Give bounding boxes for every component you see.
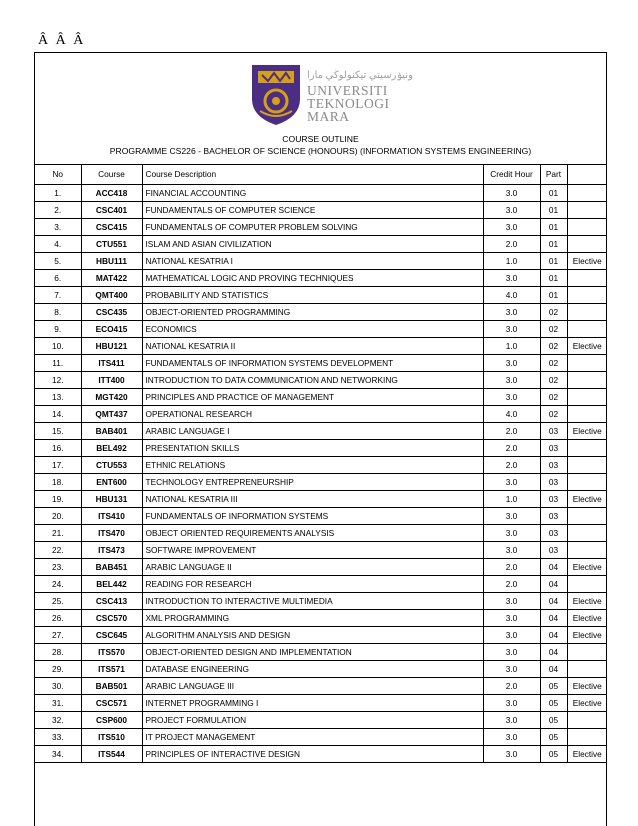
credit-hour: 3.0	[483, 201, 540, 218]
course-description: SOFTWARE IMPROVEMENT	[142, 541, 483, 558]
university-line-1: UNIVERSITI	[307, 83, 388, 98]
course-description: INTRODUCTION TO INTERACTIVE MULTIMEDIA	[142, 592, 483, 609]
course-code: HBU111	[81, 252, 142, 269]
credit-hour: 3.0	[483, 524, 540, 541]
row-number: 13.	[35, 388, 81, 405]
credit-hour: 3.0	[483, 303, 540, 320]
part-number: 01	[540, 286, 567, 303]
row-number: 23.	[35, 558, 81, 575]
elective-note	[567, 320, 607, 337]
course-code: ITS411	[81, 354, 142, 371]
table-row	[35, 303, 607, 320]
row-number: 2.	[35, 201, 81, 218]
course-description: DATABASE ENGINEERING	[142, 660, 483, 677]
elective-note	[567, 201, 607, 218]
table-row	[35, 643, 607, 660]
part-number: 03	[540, 524, 567, 541]
course-code: ITS473	[81, 541, 142, 558]
elective-note	[567, 507, 607, 524]
col-header-part: Part	[540, 165, 567, 184]
elective-note: Elective	[567, 677, 607, 694]
row-number: 16.	[35, 439, 81, 456]
row-number: 11.	[35, 354, 81, 371]
elective-note: Elective	[567, 745, 607, 762]
table-row	[35, 541, 607, 558]
course-description: INTERNET PROGRAMMING I	[142, 694, 483, 711]
course-description: NATIONAL KESATRIA I	[142, 252, 483, 269]
course-code: BEL492	[81, 439, 142, 456]
course-code: CTU553	[81, 456, 142, 473]
row-number: 30.	[35, 677, 81, 694]
credit-hour: 3.0	[483, 371, 540, 388]
row-number: 20.	[35, 507, 81, 524]
credit-hour: 2.0	[483, 456, 540, 473]
table-row	[35, 745, 607, 762]
elective-note: Elective	[567, 337, 607, 354]
part-number: 02	[540, 371, 567, 388]
course-code: CSC401	[81, 201, 142, 218]
credit-hour: 3.0	[483, 626, 540, 643]
course-description: PRINCIPLES AND PRACTICE OF MANAGEMENT	[142, 388, 483, 405]
course-description: IT PROJECT MANAGEMENT	[142, 728, 483, 745]
course-code: ITS470	[81, 524, 142, 541]
course-code: CSC413	[81, 592, 142, 609]
stray-encoding-text: Â Â Â	[38, 33, 86, 48]
credit-hour: 2.0	[483, 235, 540, 252]
course-description: NATIONAL KESATRIA III	[142, 490, 483, 507]
uitm-crest-icon	[248, 63, 304, 127]
course-description: ISLAM AND ASIAN CIVILIZATION	[142, 235, 483, 252]
part-number: 05	[540, 728, 567, 745]
table-row	[35, 337, 607, 354]
row-number: 5.	[35, 252, 81, 269]
course-code: ITS570	[81, 643, 142, 660]
table-row	[35, 184, 607, 201]
course-code: QMT400	[81, 286, 142, 303]
row-number: 19.	[35, 490, 81, 507]
elective-note	[567, 388, 607, 405]
course-code: ITS410	[81, 507, 142, 524]
elective-note: Elective	[567, 694, 607, 711]
part-number: 05	[540, 711, 567, 728]
course-code: ITT400	[81, 371, 142, 388]
row-number: 33.	[35, 728, 81, 745]
elective-note: Elective	[567, 592, 607, 609]
elective-note	[567, 473, 607, 490]
table-row	[35, 269, 607, 286]
credit-hour: 3.0	[483, 320, 540, 337]
col-header-note	[567, 165, 607, 184]
row-number: 29.	[35, 660, 81, 677]
course-description: OPERATIONAL RESEARCH	[142, 405, 483, 422]
table-row	[35, 371, 607, 388]
university-line-3: MARA	[307, 109, 350, 124]
row-number: 10.	[35, 337, 81, 354]
table-row	[35, 592, 607, 609]
course-description: XML PROGRAMMING	[142, 609, 483, 626]
table-row	[35, 558, 607, 575]
row-number: 27.	[35, 626, 81, 643]
course-description: FINANCIAL ACCOUNTING	[142, 184, 483, 201]
col-header-no: No	[35, 165, 81, 184]
elective-note	[567, 235, 607, 252]
row-number: 34.	[35, 745, 81, 762]
elective-note	[567, 371, 607, 388]
university-line-2: TEKNOLOGI	[307, 96, 390, 111]
part-number: 02	[540, 354, 567, 371]
part-number: 01	[540, 218, 567, 235]
row-number: 14.	[35, 405, 81, 422]
elective-note: Elective	[567, 626, 607, 643]
table-row	[35, 422, 607, 439]
course-description: PROBABILITY AND STATISTICS	[142, 286, 483, 303]
table-row	[35, 728, 607, 745]
credit-hour: 3.0	[483, 388, 540, 405]
elective-note	[567, 541, 607, 558]
table-header-row	[35, 165, 607, 184]
part-number: 03	[540, 473, 567, 490]
credit-hour: 4.0	[483, 405, 540, 422]
credit-hour: 2.0	[483, 677, 540, 694]
table-row	[35, 456, 607, 473]
part-number: 04	[540, 643, 567, 660]
course-code: BEL442	[81, 575, 142, 592]
course-description: PRESENTATION SKILLS	[142, 439, 483, 456]
course-code: CSC435	[81, 303, 142, 320]
course-description: OBJECT-ORIENTED PROGRAMMING	[142, 303, 483, 320]
part-number: 02	[540, 303, 567, 320]
credit-hour: 3.0	[483, 184, 540, 201]
table-row	[35, 694, 607, 711]
elective-note: Elective	[567, 558, 607, 575]
part-number: 04	[540, 558, 567, 575]
programme-title: PROGRAMME CS226 - BACHELOR OF SCIENCE (HONOURS) (INFORMATION SYSTEMS ENGINEERING)	[109, 146, 532, 156]
course-description: FUNDAMENTALS OF COMPUTER PROBLEM SOLVING	[142, 218, 483, 235]
part-number: 01	[540, 184, 567, 201]
row-number: 22.	[35, 541, 81, 558]
course-code: MAT422	[81, 269, 142, 286]
table-row	[35, 677, 607, 694]
course-code: CSP600	[81, 711, 142, 728]
part-number: 04	[540, 626, 567, 643]
credit-hour: 3.0	[483, 507, 540, 524]
part-number: 05	[540, 677, 567, 694]
elective-note	[567, 575, 607, 592]
credit-hour: 3.0	[483, 694, 540, 711]
uitm-logo	[248, 63, 438, 129]
row-number: 32.	[35, 711, 81, 728]
row-number: 15.	[35, 422, 81, 439]
table-row	[35, 439, 607, 456]
elective-note	[567, 218, 607, 235]
credit-hour: 3.0	[483, 269, 540, 286]
row-number: 3.	[35, 218, 81, 235]
course-code: BAB451	[81, 558, 142, 575]
row-number: 4.	[35, 235, 81, 252]
part-number: 05	[540, 745, 567, 762]
elective-note	[567, 711, 607, 728]
course-code: BAB501	[81, 677, 142, 694]
table-row	[35, 286, 607, 303]
part-number: 02	[540, 405, 567, 422]
row-number: 31.	[35, 694, 81, 711]
row-number: 25.	[35, 592, 81, 609]
document-header	[35, 53, 606, 165]
course-description: TECHNOLOGY ENTREPRENEURSHIP	[142, 473, 483, 490]
course-code: CTU551	[81, 235, 142, 252]
university-jawi-name: ونيۏرسيتي تيكنولوڬي مارا	[307, 70, 413, 81]
course-description: ETHNIC RELATIONS	[142, 456, 483, 473]
course-description: ECONOMICS	[142, 320, 483, 337]
course-description: READING FOR RESEARCH	[142, 575, 483, 592]
table-row	[35, 490, 607, 507]
course-description: NATIONAL KESATRIA II	[142, 337, 483, 354]
course-description: PROJECT FORMULATION	[142, 711, 483, 728]
table-row	[35, 405, 607, 422]
course-code: HBU121	[81, 337, 142, 354]
credit-hour: 3.0	[483, 473, 540, 490]
row-number: 12.	[35, 371, 81, 388]
course-code: ITS571	[81, 660, 142, 677]
credit-hour: 3.0	[483, 643, 540, 660]
table-row	[35, 575, 607, 592]
elective-note	[567, 286, 607, 303]
table-row	[35, 660, 607, 677]
part-number: 03	[540, 456, 567, 473]
table-row	[35, 473, 607, 490]
part-number: 04	[540, 575, 567, 592]
credit-hour: 3.0	[483, 745, 540, 762]
part-number: 03	[540, 422, 567, 439]
course-code: ECO415	[81, 320, 142, 337]
table-row	[35, 524, 607, 541]
table-row	[35, 320, 607, 337]
part-number: 01	[540, 269, 567, 286]
elective-note: Elective	[567, 609, 607, 626]
course-code: ENT600	[81, 473, 142, 490]
course-description: ARABIC LANGUAGE II	[142, 558, 483, 575]
course-code: ITS510	[81, 728, 142, 745]
course-code: QMT437	[81, 405, 142, 422]
part-number: 01	[540, 235, 567, 252]
col-header-course: Course	[81, 165, 142, 184]
row-number: 28.	[35, 643, 81, 660]
elective-note: Elective	[567, 490, 607, 507]
course-code: CSC570	[81, 609, 142, 626]
row-number: 24.	[35, 575, 81, 592]
elective-note	[567, 660, 607, 677]
part-number: 02	[540, 337, 567, 354]
row-number: 8.	[35, 303, 81, 320]
university-name	[307, 69, 413, 123]
table-row	[35, 354, 607, 371]
part-number: 04	[540, 592, 567, 609]
table-row	[35, 711, 607, 728]
part-number: 03	[540, 541, 567, 558]
row-number: 1.	[35, 184, 81, 201]
elective-note	[567, 405, 607, 422]
course-table	[35, 165, 607, 763]
credit-hour: 4.0	[483, 286, 540, 303]
col-header-credit-hour: Credit Hour	[483, 165, 540, 184]
table-row	[35, 218, 607, 235]
credit-hour: 1.0	[483, 252, 540, 269]
course-description: INTRODUCTION TO DATA COMMUNICATION AND NETWORKING	[142, 371, 483, 388]
course-code: ITS544	[81, 745, 142, 762]
elective-note: Elective	[567, 422, 607, 439]
part-number: 03	[540, 507, 567, 524]
table-row	[35, 235, 607, 252]
table-row	[35, 626, 607, 643]
credit-hour: 2.0	[483, 439, 540, 456]
course-code: CSC571	[81, 694, 142, 711]
elective-note	[567, 456, 607, 473]
part-number: 04	[540, 660, 567, 677]
course-description: ARABIC LANGUAGE III	[142, 677, 483, 694]
credit-hour: 2.0	[483, 558, 540, 575]
course-description: PRINCIPLES OF INTERACTIVE DESIGN	[142, 745, 483, 762]
col-header-description: Course Description	[142, 165, 483, 184]
row-number: 6.	[35, 269, 81, 286]
course-description: FUNDAMENTALS OF INFORMATION SYSTEMS DEVELOPMENT	[142, 354, 483, 371]
credit-hour: 3.0	[483, 660, 540, 677]
elective-note	[567, 524, 607, 541]
row-number: 26.	[35, 609, 81, 626]
row-number: 7.	[35, 286, 81, 303]
course-code: HBU131	[81, 490, 142, 507]
credit-hour: 3.0	[483, 541, 540, 558]
table-row	[35, 388, 607, 405]
course-description: OBJECT ORIENTED REQUIREMENTS ANALYSIS	[142, 524, 483, 541]
elective-note	[567, 184, 607, 201]
part-number: 04	[540, 609, 567, 626]
part-number: 01	[540, 252, 567, 269]
table-row	[35, 252, 607, 269]
course-description: FUNDAMENTALS OF COMPUTER SCIENCE	[142, 201, 483, 218]
elective-note	[567, 303, 607, 320]
row-number: 9.	[35, 320, 81, 337]
credit-hour: 3.0	[483, 218, 540, 235]
part-number: 01	[540, 201, 567, 218]
credit-hour: 1.0	[483, 337, 540, 354]
table-row	[35, 201, 607, 218]
elective-note: Elective	[567, 252, 607, 269]
course-description: OBJECT-ORIENTED DESIGN AND IMPLEMENTATION	[142, 643, 483, 660]
credit-hour: 3.0	[483, 711, 540, 728]
course-code: ACC418	[81, 184, 142, 201]
credit-hour: 3.0	[483, 609, 540, 626]
row-number: 17.	[35, 456, 81, 473]
elective-note	[567, 643, 607, 660]
elective-note	[567, 728, 607, 745]
row-number: 21.	[35, 524, 81, 541]
credit-hour: 2.0	[483, 422, 540, 439]
row-number: 18.	[35, 473, 81, 490]
part-number: 02	[540, 388, 567, 405]
table-row	[35, 507, 607, 524]
elective-note	[567, 354, 607, 371]
course-code: CSC645	[81, 626, 142, 643]
course-code: MGT420	[81, 388, 142, 405]
elective-note	[567, 269, 607, 286]
part-number: 03	[540, 439, 567, 456]
credit-hour: 3.0	[483, 728, 540, 745]
course-outline-frame	[34, 52, 607, 826]
course-description: FUNDAMENTALS OF INFORMATION SYSTEMS	[142, 507, 483, 524]
credit-hour: 3.0	[483, 354, 540, 371]
part-number: 05	[540, 694, 567, 711]
course-outline-title: COURSE OUTLINE	[282, 134, 359, 144]
table-row	[35, 609, 607, 626]
credit-hour: 1.0	[483, 490, 540, 507]
course-code: BAB401	[81, 422, 142, 439]
credit-hour: 2.0	[483, 575, 540, 592]
course-code: CSC415	[81, 218, 142, 235]
course-description: ARABIC LANGUAGE I	[142, 422, 483, 439]
part-number: 02	[540, 320, 567, 337]
course-description: ALGORITHM ANALYSIS AND DESIGN	[142, 626, 483, 643]
course-description: MATHEMATICAL LOGIC AND PROVING TECHNIQUES	[142, 269, 483, 286]
credit-hour: 3.0	[483, 592, 540, 609]
elective-note	[567, 439, 607, 456]
part-number: 03	[540, 490, 567, 507]
